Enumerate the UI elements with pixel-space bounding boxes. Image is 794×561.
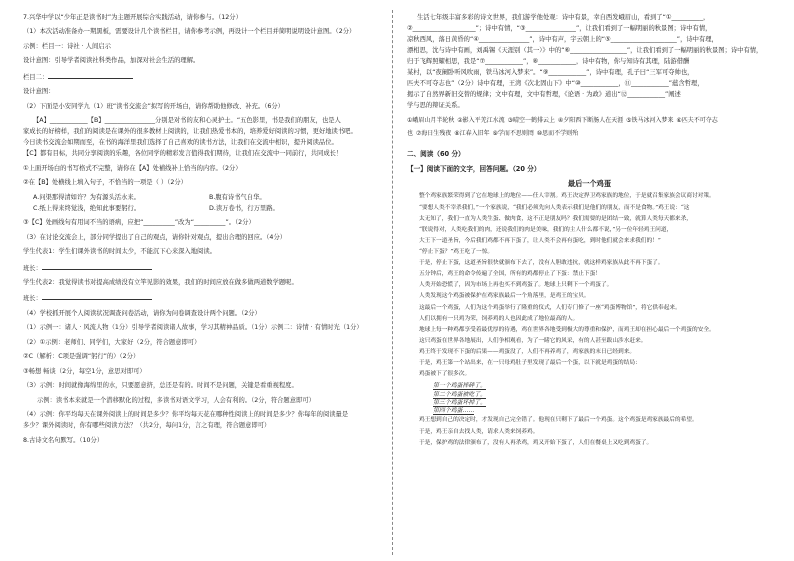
egg-list	[433, 382, 772, 415]
story-paragraph: 人类发现这个鸡蛋被保护在鸡家族最后一个角落里，是鸡王的宝贝。	[419, 293, 590, 300]
options-row	[23, 194, 375, 202]
list-item	[433, 382, 772, 390]
story-paragraph: “朕说得对，人类吃我们的肉，还说我们的肉是美味，我们的主人什么都不说，”另一位年轻鸡王问道，	[419, 226, 673, 233]
option-b[interactable]: B.腹有诗书气自华。	[209, 193, 266, 201]
q7-2b: ②在【B】处横线上填入句子，不恰当的一项是（ ）（2分）	[23, 179, 187, 187]
q7-example: 示例：栏目一：诗社 · 人间启示	[23, 42, 111, 50]
student1-view: 学生代表1：学生们课外读书的时间太少，不能沉下心来深入地阅读。	[23, 248, 216, 256]
story-paragraph: 鸡蛋被下了很多次。	[419, 371, 471, 378]
list-item-text: 第三个鸡蛋坏掉了。	[433, 399, 487, 406]
section-title: 二、阅读（60 分）	[407, 149, 465, 158]
story-paragraph: 人类开始恐慌了，因为市场上再也买不到鸡蛋了。地球上只剩下一个鸡蛋了。	[419, 282, 613, 289]
story-paragraph: “要想人类不宰杀我们，”一个家族说，“我们必须先向人类表示我们是他们的朋友，而不是食物。”鸡王说：“这	[419, 204, 690, 211]
speech-line: 今日读书交流会如期而至，在书的海洋里我们选择了自己喜欢的读书方法，让我们在交流中相识，提升阅读品位。	[23, 139, 338, 147]
story-paragraph: 于是，鸡王第一个站出来，在一只母鸡肚子里发现了最后一个蛋，以下就是鸡蛋的结局：	[419, 360, 641, 367]
option-c[interactable]: C.纸上得来终觉浅，绝知此事要躬行。	[33, 204, 141, 212]
options-row	[23, 205, 375, 213]
poetry-line: 某村，以“夜阑卧听风吹雨，铁马冰河入梦来”。“⑨____________”，诗中有理，孔子曰“三军可夺帅也，	[407, 69, 694, 77]
right-column	[407, 14, 772, 451]
poetry-line: 漂相思，沈与诗中有画，刘禹锡《天涯别（其一）》中的“⑥__________________”，让我们看到了一幅明丽的秋景图；诗中有情，	[407, 47, 763, 55]
q7-example-intent: 设计意图：引导学者阅读社科类作品，加深对社会生活的理解。	[23, 57, 200, 65]
answer-line: ③畅想 畅谈（2分，每空1分，意思对即可）	[23, 367, 146, 375]
q7-intent-line: 设计意图：	[23, 88, 55, 96]
story-paragraph: 人们以拥有一只鸡为荣，饲养鸡的人也因此成了地位最高的人。	[419, 315, 579, 322]
column-divider	[392, 10, 393, 555]
poetry-answers: ①峨眉山月半轮秋 ②影入平羌江水流 ③晴空一鹤排云上 ④夕阳西下断肠人在天涯 ⑤铁马冰河入梦来 ⑥匹夫不可夺志	[407, 116, 718, 124]
column2-answer-blank[interactable]	[48, 72, 133, 79]
q7-title: 7.兴华中学以“少年正是读书时”为主题开展综合实践活动，请你参与。（12分）	[23, 14, 242, 21]
speech-line: 家成长的好榜样，我们的阅读是在课外的很多教材上阅读的，让我们热爱书本的，培养爱好阅读的习惯，更好地读书吧。	[23, 128, 357, 136]
poetry-line: 凉秋西风，落日黄昏的“④________________”，诗中有声，宇云朝上的“⑤_____________________”，诗中有理，	[407, 36, 718, 44]
story-paragraph: 地球上每一种鸡都享受着最优厚的待遇，鸡在世界各地受到极大的尊重和保护，而鸡王却在担心最后一个鸡蛋的安全。	[419, 326, 715, 333]
story-paragraph: 鸡王终于发现不下蛋的后果——鸡蛋没了，人们不再养鸡了，鸡家族的末日已经到来。	[419, 349, 636, 356]
q7-2-prompt: （2）下面是小安同学九（1）班“读书交流会”拟写的开场白，请你帮助他修改、补充。（6分）	[23, 102, 284, 110]
story-paragraph: 于是，保护鸡的法律颁布了，没有人再杀鸡，鸡又开始下蛋了，人们在餐桌上又吃到鸡蛋了。	[419, 439, 653, 446]
poetry-line: ②____________________”；诗中有情，“③________________”，让我们看到了一幅明丽的秋景图；诗中有情，	[407, 25, 712, 33]
q7-1-prompt: （1）本次活动准备办一期黑板，需要设计几个读书栏目，请你参考示例，再设计一个栏目并简明说明设计意图。（2分）	[23, 28, 356, 36]
answer-line: （4）示例：你平均每天在课外阅读上的时间是多少？你平均每天花在哪种性阅读上的时间是多少？你每年的阅读量是	[23, 411, 349, 419]
poetry-line: 学与思的辩证关系。	[407, 102, 464, 110]
left-column	[23, 14, 375, 451]
poetry-line: 归于飞辉照耀相思，我是“⑦____________”，⑧____________，诗中有物，你与知诗有其理，陆游借酬	[407, 58, 690, 66]
q7-3-prompt: （3）在讨论交流会上，部分同学提出了自己的观点，请你针对观点，提出合理的回应。（4分）	[23, 233, 287, 241]
student2-view: 学生代表2：我觉得读书对提高成绩没有立竿见影的效果，我们的时间应放在做多做两道数学题呢。	[23, 278, 298, 286]
poetry-answers: 也 ⑦海日生残夜 ⑧江春入旧年 ⑨学而不思则罔 ⑩思而不学则殆	[407, 130, 579, 138]
reply-line-1	[23, 263, 375, 273]
story-paragraph: 这只鸡蛋在世界各地展出，人们争相观看，为了一睹它的风采，有的人甚至跋山涉水赶来。	[419, 337, 647, 344]
story-paragraph: 五分钟后，鸡王的命令传遍了全国，所有的鸡都停止了下蛋：禁止下蛋！	[419, 271, 601, 278]
list-item-text: 第二个鸡蛋被吃了。	[433, 391, 487, 398]
poetry-line: 匹夫不可夺志也”（2分）诗中有理，王湾《次北固山下》中“⑩____________，⑪____________”蕴含哲理，	[407, 80, 704, 88]
story-paragraph: 于是，鸡王亲自去找人类，请求人类来饲养鸡。	[419, 428, 539, 435]
reply-label: 班长：	[23, 264, 42, 272]
reply-label: 班长：	[23, 295, 42, 303]
reply-blank[interactable]	[42, 263, 152, 270]
story-paragraph: “停止下蛋？”鸡王吃了一惊。	[419, 249, 494, 256]
story-paragraph: 于是，停止下蛋，这道圣旨很快就颁布下去了，没有人胆敢违抗，就这样鸡家族从此不再下蛋了。	[419, 260, 664, 267]
list-item-text: 第四个鸡蛋……	[433, 408, 475, 415]
poetry-line: 生活七年级丰富多彩的诗文世界，我们游学他处观：诗中有景，幸自西发峨眉山，看到了“①__________，	[417, 14, 710, 21]
q7-column2-line	[23, 72, 375, 82]
answer-line: （3）示例：时间就像海绵里的水，只要愿意挤，总还是有的。时间不是问题，关键是看重视程度。	[23, 382, 298, 390]
list-item	[433, 399, 772, 407]
subsection-title: 【一】阅读下面的文字，回答问题。（20 分）	[407, 164, 541, 173]
q8-title: 8.古诗文名句默写。（10分）	[23, 436, 104, 444]
reply-line-2	[23, 293, 375, 303]
speech-line: 【C】都有目标，共同分享阅读的乐趣，各位同学的精彩发言值得我们期待，让我们在交流中一同前行，共同成长！	[23, 150, 343, 158]
q7-2c: ③【C】处画线句有用词不当的语病，应把“__________”改为“__________”。（2分）	[23, 219, 255, 227]
reply-blank[interactable]	[42, 293, 152, 300]
list-item	[433, 407, 772, 415]
answer-line: （2）①示例：老师们、同学们，大家好（2分，符合题意即可）	[23, 338, 201, 346]
q7-4-prompt: （4）学校抓开展个人阅读状况调查问卷活动，请你为问卷调查设计两个问题。（2分）	[23, 309, 261, 317]
poetry-line: 揭示了自然界新旧交替的规律；文中有理，文中有哲理，《论语 · 为政》道出“⑫____________”阐述	[407, 91, 681, 99]
story-paragraph: 大王下一道圣旨，今后我们鸡都不再下蛋了，让人类不会再有蛋吃，到时他们就会来求我们的！”	[419, 237, 661, 244]
list-item-text: 第一个鸡蛋摔碎了。	[433, 383, 487, 390]
option-a[interactable]: A.问渠那得清如许？为有源头活水来。	[33, 193, 140, 201]
answer-line: （1）示例一：诸人 · 风流人物（1分）引导学者阅读诸人故事，学习其精神品质。（1分）示例二：诗情 · 有情时光（1分）	[23, 324, 363, 332]
answer-line: 示例：读书本来就是一个潜移默化的过程，多读书对语文学习，人会有利的。（2分，符合题意即可）	[37, 396, 315, 404]
story-paragraph: 太无知了，我们一直为人类生蛋、做肉食，这不正是朋友吗？我们需要的是团结一致，就算人类每天都来杀，	[419, 215, 692, 222]
list-item	[433, 391, 772, 399]
speech-line: 【A】____________【B】________________分别是对书的友和心灵护士。“五色影里，书是我们的朋友，也是人	[33, 117, 341, 125]
answer-line: 多少？课外阅读时，你有哪些阅读方法？（共2分，每问1分，言之有理，符合题意即可）	[23, 422, 271, 430]
story-paragraph: 整个鸡家族繁荣得到了它在地球上的地位——任人宰割。鸡王决定捍卫鸡家族的地位，于是就召集家族会议商讨对策。	[419, 193, 715, 200]
answer-line: ②C（解析：C项是强调“躬行”的）（2分）	[23, 353, 140, 361]
q7-2a: ①上面开场白的书写格式不完整，请你在【A】处補线补上恰当的内容。（2分）	[23, 164, 242, 172]
article-title: 最后一个鸡蛋	[567, 179, 612, 189]
column2-label: 栏目二：	[23, 73, 49, 81]
story-paragraph: 鸡王想到自己的决定时，才发现自己完全错了。他现在只剩下了最后一个鸡蛋。这个鸡蛋是鸡家族最后的希望。	[419, 417, 698, 424]
option-d[interactable]: D.读万卷书，行万里路。	[209, 204, 279, 212]
story-paragraph: 这最后一个鸡蛋，人们为这个鸡蛋举行了隆重的仪式，人们专门修了一座“鸡蛋博物馆”，将它供奉起来。	[419, 304, 681, 311]
